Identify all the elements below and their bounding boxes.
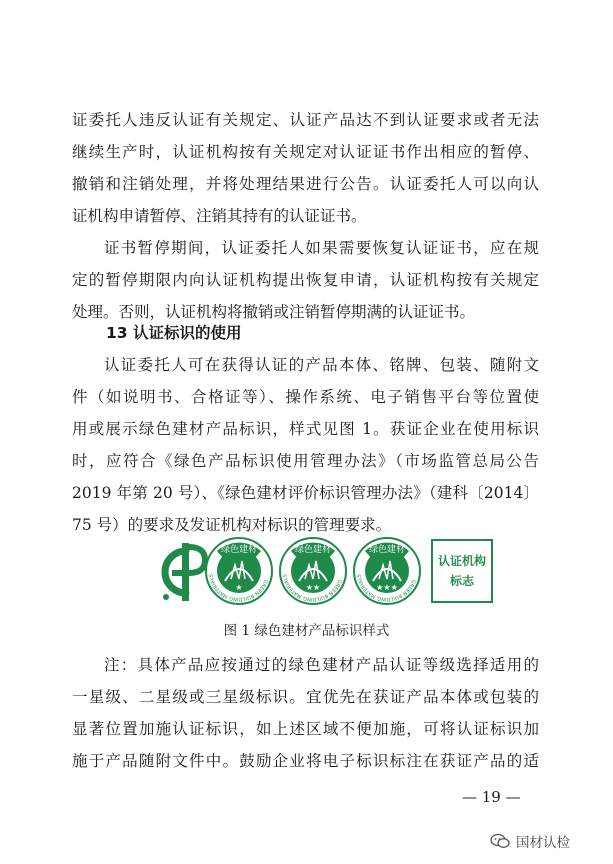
body-line: 定的暂停期限内向认证机构提出恢复申请，认证机构按有关规定 bbox=[72, 271, 539, 289]
seal-ring-text: GREEN BUILDING MATERIALS bbox=[208, 573, 269, 603]
seal-top-text: 绿色建材 bbox=[294, 545, 332, 555]
body-line: 证机构申请暂停、注销其持有的认证证书。 bbox=[72, 207, 367, 225]
green-building-seal-two-star bbox=[280, 538, 346, 604]
chat-bubble-icon bbox=[490, 833, 510, 849]
body-line: 证书暂停期间，认证委托人如果需要恢复认证证书，应在规 bbox=[104, 239, 539, 257]
seal-ring-text: GREEN BUILDING MATERIALS bbox=[282, 573, 343, 603]
gp-logo bbox=[163, 543, 205, 601]
seal-top-text: 绿色建材 bbox=[368, 545, 406, 555]
body-line: 显著位置加施认证标识，如上述区域不便加施，可将认证标识加 bbox=[72, 720, 539, 738]
body-line: 件（如说明书、合格证等）、操作系统、电子销售平台等位置使 bbox=[72, 388, 539, 406]
body-line: 2019 年第 20 号）、《绿色建材评价标识管理办法》（建科〔2014〕 bbox=[72, 484, 539, 502]
section-heading: 13 认证标识的使用 bbox=[106, 324, 242, 342]
cert-box-line: 标志 bbox=[449, 574, 475, 588]
body-line: 一星级、二星级或三星级标识。宜优先在获证产品本体或包装的 bbox=[72, 688, 539, 706]
watermark-text: 国材认检 bbox=[516, 835, 570, 851]
cert-box-line: 认证机构 bbox=[437, 554, 487, 568]
body-line: 75 号）的要求及发证机构对标识的管理要求。 bbox=[72, 516, 392, 534]
green-building-seal-one-star bbox=[206, 538, 272, 604]
seal-top-text: 绿色建材 bbox=[220, 545, 258, 555]
seal-stars: ★★ bbox=[305, 583, 321, 592]
green-building-seal-three-star bbox=[354, 538, 420, 604]
figure-caption: 图 1 绿色建材产品标识样式 bbox=[223, 623, 390, 639]
cert-body-box bbox=[432, 540, 492, 602]
body-line: 认证委托人可在获得认证的产品本体、铭牌、包装、随附文 bbox=[104, 356, 539, 374]
seal-stars: ★ bbox=[235, 583, 243, 592]
body-line: 处理。否则，认证机构将撤销或注销暂停期满的认证证书。 bbox=[72, 303, 476, 321]
body-line: 证委托人违反认证有关规定、认证产品达不到认证要求或者无法 bbox=[72, 111, 539, 129]
body-line: 注：具体产品应按通过的绿色建材产品认证等级选择适用的 bbox=[104, 656, 539, 674]
figure-logos bbox=[150, 537, 495, 605]
body-line: 时，应符合《绿色产品标识使用管理办法》（市场监管总局公告 bbox=[72, 452, 539, 470]
page-number: — 19 — bbox=[462, 788, 521, 806]
body-line: 用或展示绿色建材产品标识，样式见图 1。获证企业在使用标识 bbox=[72, 420, 539, 438]
body-line: 施于产品随附文件中。鼓励企业将电子标识标注在获证产品的适 bbox=[72, 752, 539, 770]
seal-ring-text: GREEN BUILDING MATERIALS bbox=[356, 573, 417, 603]
watermark bbox=[490, 830, 570, 852]
body-line: 继续生产时，认证机构按有关规定对认证证书作出相应的暂停、 bbox=[72, 143, 539, 161]
body-line: 撤销和注销处理，并将处理结果进行公告。认证委托人可以向认 bbox=[72, 175, 539, 193]
seal-stars: ★★★ bbox=[376, 583, 398, 592]
